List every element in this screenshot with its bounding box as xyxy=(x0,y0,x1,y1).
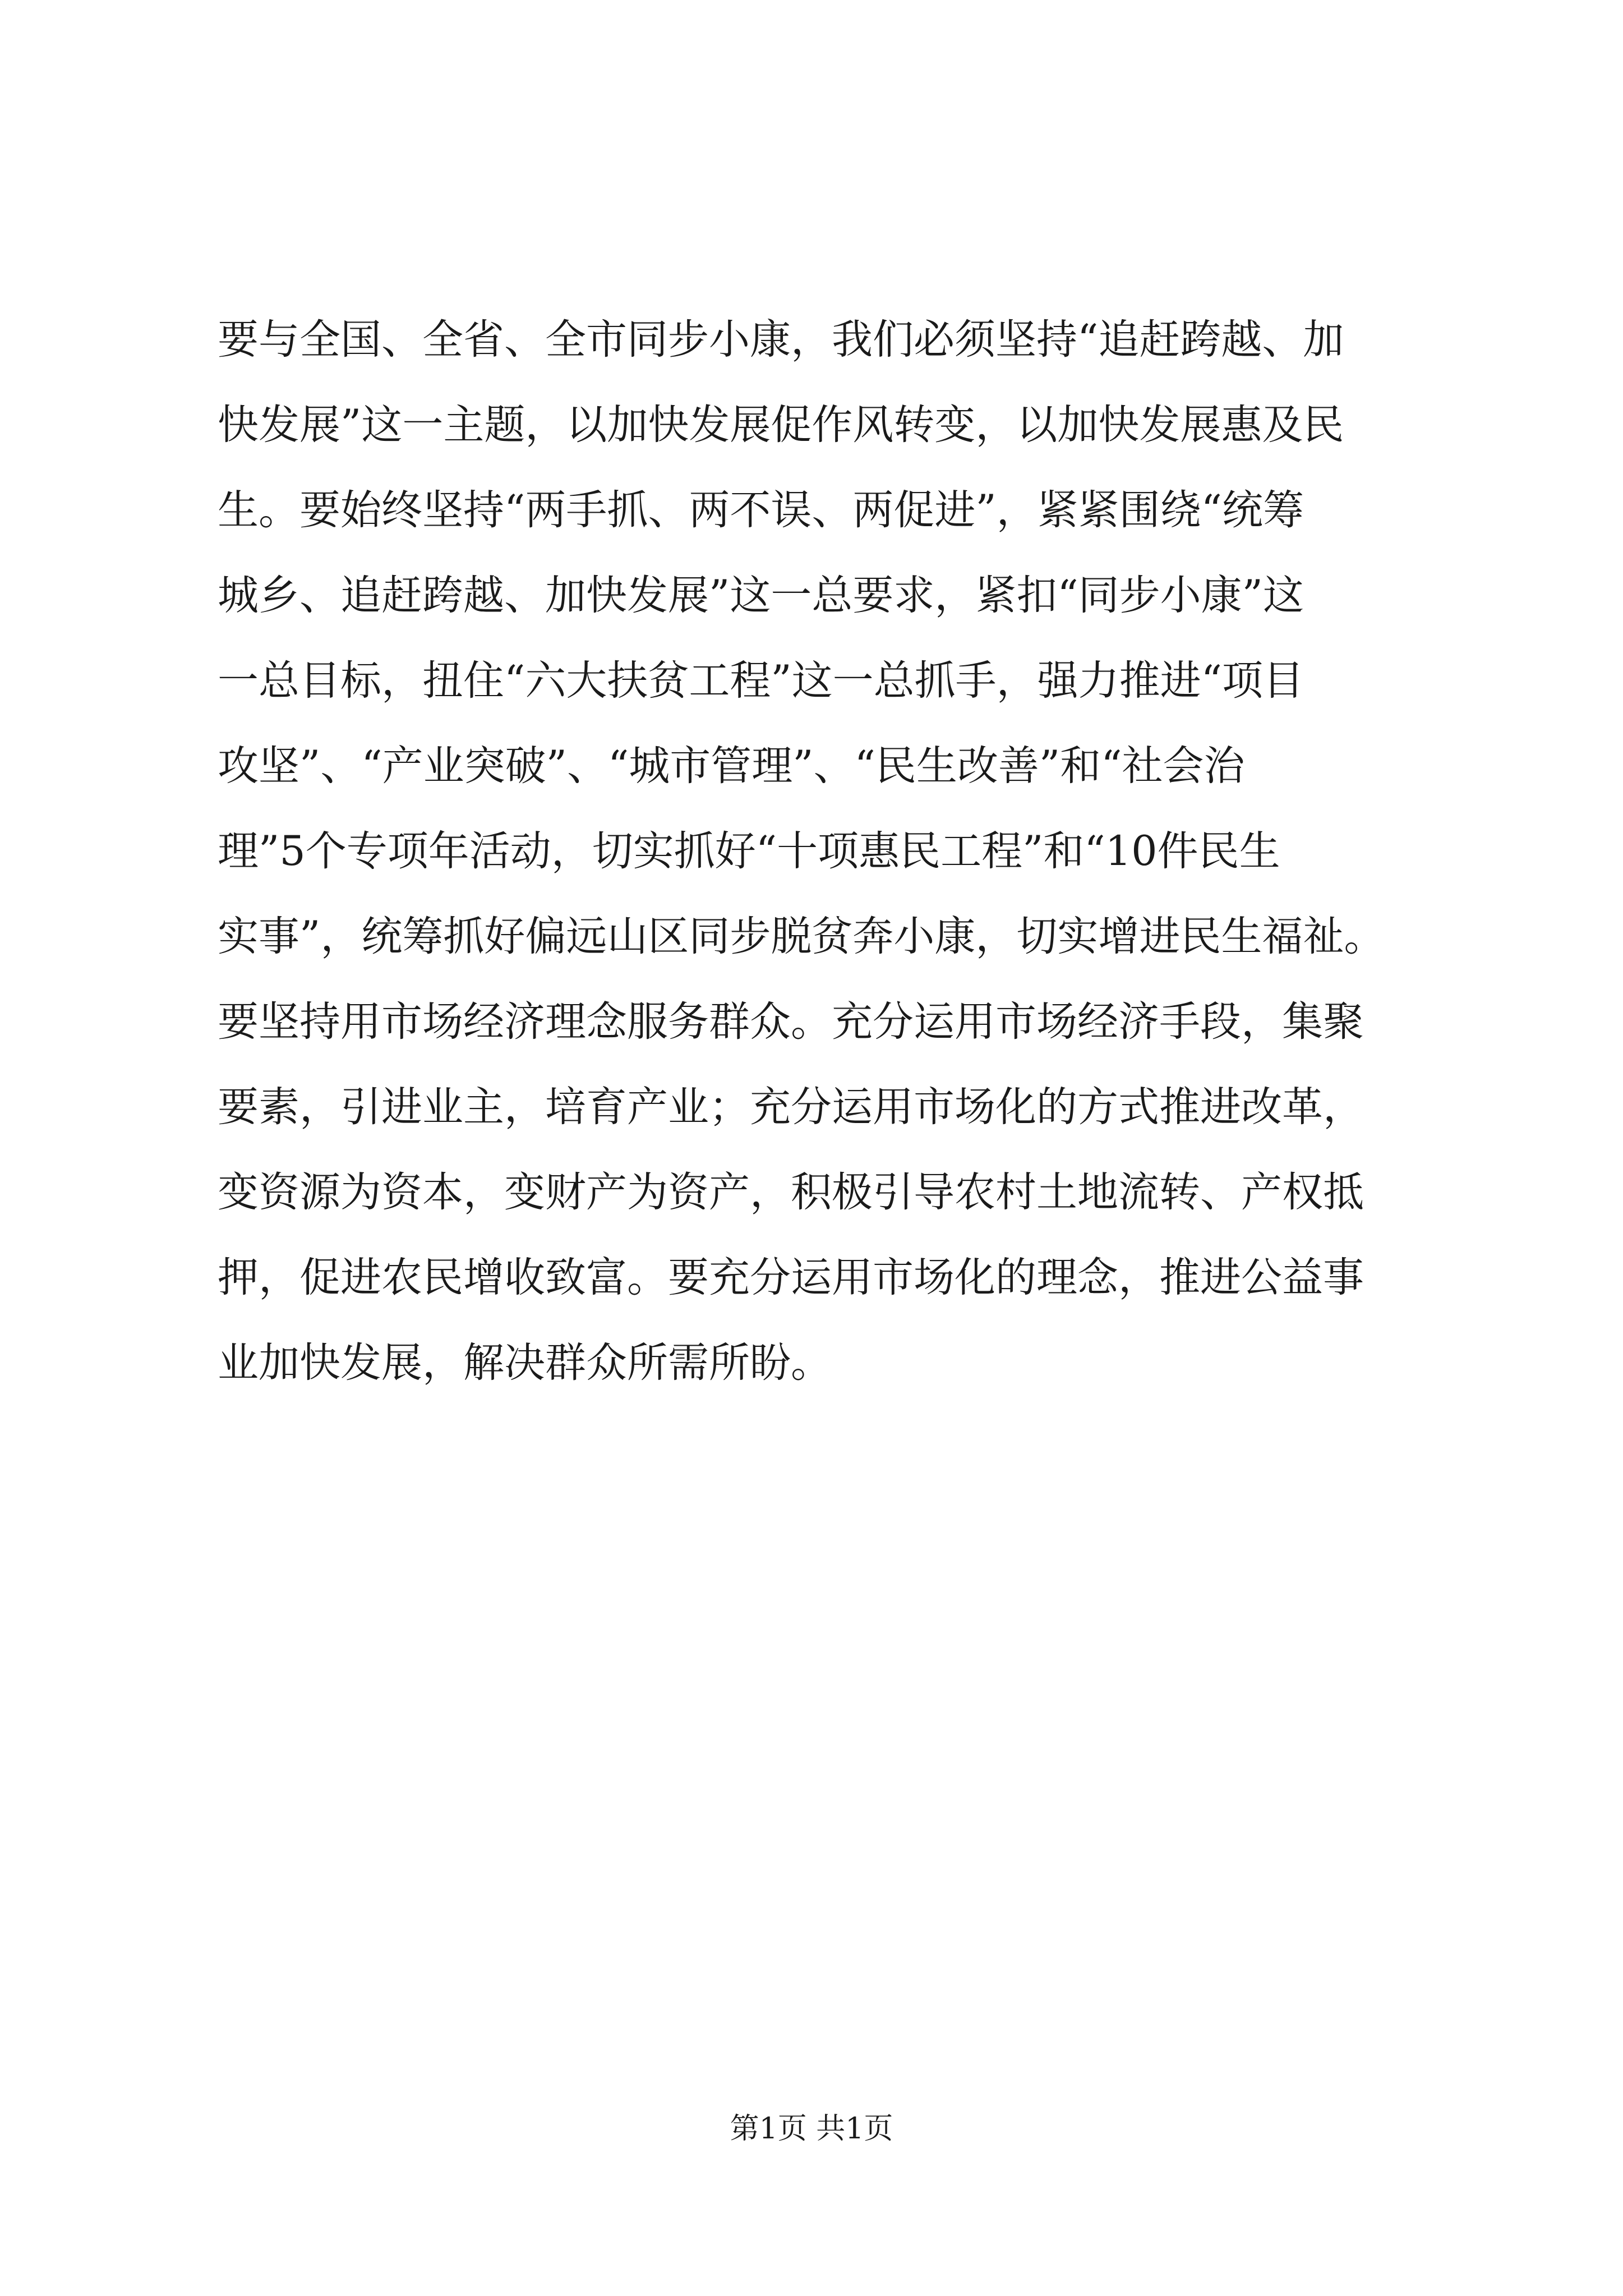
page-number-footer: 第1页 共1页 xyxy=(730,2112,893,2146)
paragraph-line-6: 攻坚”、“产业突破”、“城市管理”、“民生改善”和“社会治 xyxy=(218,742,1245,790)
paragraph-line-1: 要与全国、全省、全市同步小康，我们必须坚持“追赶跨越、加 xyxy=(218,316,1344,364)
paragraph-line-12: 押，促进农民增收致富。要充分运用市场化的理念，推进公益事 xyxy=(218,1254,1364,1301)
paragraph-line-2: 快发展”这一主题，以加快发展促作风转变，以加快发展惠及民 xyxy=(218,401,1344,449)
paragraph-line-10: 要素，引进业主，培育产业；充分运用市场化的方式推进改革， xyxy=(218,1083,1364,1131)
paragraph-line-3: 生。要始终坚持“两手抓、两不误、两促进”，紧紧围绕“统筹 xyxy=(218,486,1304,534)
paragraph-line-8: 实事”，统筹抓好偏远山区同步脱贫奔小康，切实增进民生福祉。 xyxy=(218,913,1385,960)
paragraph-line-9: 要坚持用市场经济理念服务群众。充分运用市场经济手段，集聚 xyxy=(218,998,1364,1046)
paragraph-line-11: 变资源为资本，变财产为资产，积极引导农村土地流转、产权抵 xyxy=(218,1168,1364,1216)
paragraph-line-7: 理”5个专项年活动，切实抓好“十项惠民工程”和“10件民生 xyxy=(218,827,1280,875)
body-paragraph xyxy=(218,297,1423,1406)
paragraph-line-13: 业加快发展，解决群众所需所盼。 xyxy=(218,1339,832,1387)
paragraph-line-5: 一总目标，扭住“六大扶贫工程”这一总抓手，强力推进“项目 xyxy=(218,657,1304,705)
paragraph-line-4: 城乡、追赶跨越、加快发展”这一总要求，紧扣“同步小康”这 xyxy=(218,572,1304,619)
